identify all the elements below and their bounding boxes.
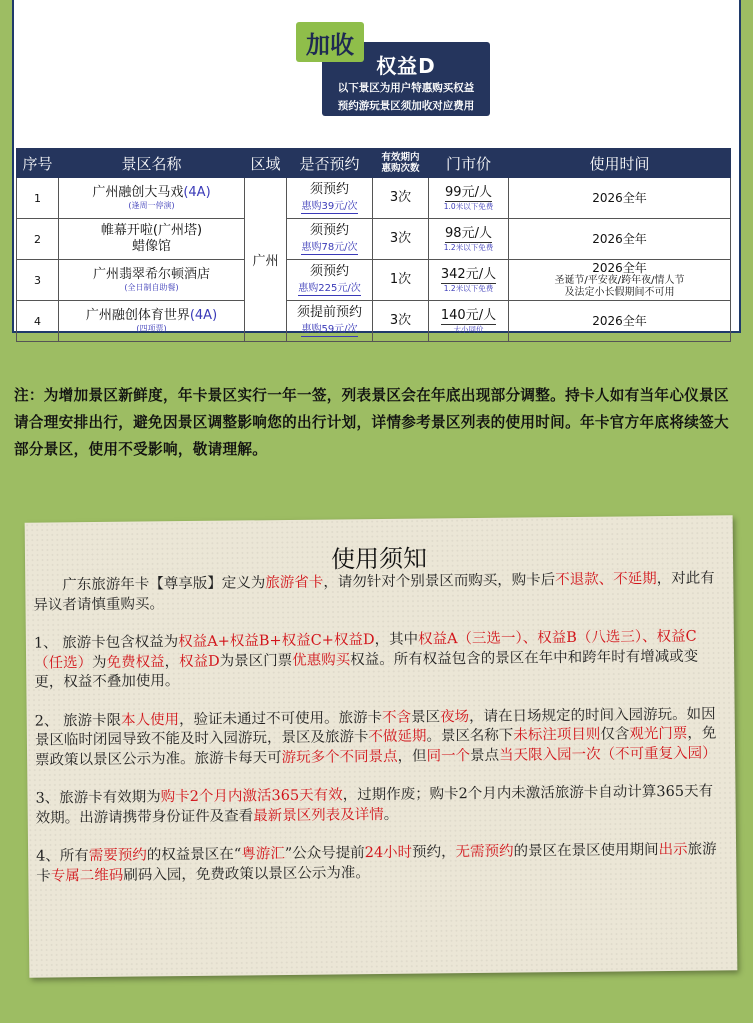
paper-body	[33, 569, 726, 905]
notes-intro	[33, 569, 723, 615]
highlight-text: 不退款、不延期	[555, 571, 657, 589]
cell-booking	[287, 301, 373, 342]
usage-exclusion-1: 圣诞节/平安夜/跨年夜/情人节	[554, 274, 685, 286]
highlight-text: 夜场	[439, 708, 470, 725]
usage-exclusion-2: 及法定小长假期间不可用	[564, 286, 675, 298]
body-text: 2、 旅游卡限	[34, 712, 122, 730]
highlight-text: 无需预约	[455, 843, 514, 861]
body-text: 景区	[410, 708, 441, 726]
cell-usage: 2026全年	[509, 178, 731, 219]
body-text: 旅游卡	[36, 841, 717, 885]
table-row	[17, 260, 731, 301]
highlight-text: 权益D	[179, 653, 220, 670]
highlight-text: 观光门票	[629, 725, 688, 743]
notes-item-1	[34, 627, 725, 693]
booking-required: 须预约	[309, 223, 349, 238]
header-name: 景区名称	[59, 149, 245, 178]
cell-usage: 2026全年	[509, 219, 731, 260]
cell-no: 4	[17, 301, 59, 342]
highlight-text: 最新景区列表及详情	[253, 806, 384, 824]
body-text: 广东旅游年卡【尊享版】定义为	[62, 575, 266, 594]
body-text: ，请在日场规定的时间入园游玩。如因景区临时闭园导致不能及时入园游玩，景区及旅游卡	[34, 705, 716, 749]
table-header-row	[17, 149, 731, 178]
body-text: 4、所有	[36, 848, 89, 865]
badge-line-1: 以下景区为用户特惠购买权益	[337, 82, 475, 94]
body-text: 。景区名称下	[426, 727, 514, 745]
highlight-text: 24小时	[364, 844, 413, 862]
booking-discount: 惠购225元/次	[298, 283, 361, 294]
booking-discount: 惠购59元/次	[301, 324, 358, 335]
price-value: 140元/人	[440, 307, 497, 323]
highlight-text: 权益A（三选一）、权益B（八选三）、权益C（任选）	[34, 628, 697, 672]
body-text: ，请勿针对个别景区而购买，购卡后	[323, 572, 556, 591]
highlight-text: 不做延期	[368, 728, 427, 746]
cell-usage	[509, 260, 731, 301]
notes-item-2	[35, 705, 726, 771]
usage-year: 2026全年	[592, 260, 647, 275]
cell-times: 1次	[373, 260, 429, 301]
adjustment-notice: 注：为增加景区新鲜度，年卡景区实行一年一签，列表景区会在年底出现部分调整。持卡人如有当年心仪景区请合理安排出行，避免因景区调整影响您的出行计划，详情参考景区列表的使用时间。年卡官方年底将续签大部分景区，使用不受影响，敬请理解。	[14, 387, 729, 458]
body-text: 为景区门票	[219, 652, 293, 670]
header-no: 序号	[17, 149, 59, 178]
body-text: 1、 旅游卡包含权益为	[33, 634, 179, 652]
highlight-text: 需要预约	[88, 847, 147, 865]
body-text: ，免票政策以景区公示为准。旅游卡每天可	[35, 725, 717, 769]
benefit-d-badge	[296, 22, 492, 118]
highlight-text: 旅游省卡	[265, 574, 324, 592]
header-times: 有效期内 惠购次数	[373, 149, 429, 178]
cell-times: 3次	[373, 301, 429, 342]
price-note: 1.0米以下免费	[443, 201, 494, 211]
notes-item-3	[35, 782, 725, 828]
header-booking: 是否预约	[287, 149, 373, 178]
price-value: 99元/人	[445, 184, 492, 200]
booking-discount: 惠购39元/次	[301, 201, 358, 212]
header-usage: 使用时间	[509, 149, 731, 178]
body-text: ，但	[397, 748, 427, 765]
scenic-name: 广州融创体育世界	[85, 308, 190, 323]
scenic-grade: (4A)	[189, 308, 218, 323]
cell-usage: 2026全年	[509, 301, 731, 342]
body-text: 3、旅游卡有效期为	[35, 789, 161, 807]
scenic-note: (四项票)	[136, 324, 167, 333]
price-value: 342元/人	[440, 266, 497, 282]
body-text: 刷码入园，免费政策以景区公示为准。	[123, 864, 370, 884]
booking-discount: 惠购78元/次	[301, 242, 358, 253]
cell-times: 3次	[373, 178, 429, 219]
highlight-text: 同一个	[426, 747, 471, 765]
cell-booking	[287, 260, 373, 301]
booking-required: 须预约	[309, 264, 349, 279]
highlight-text: 免费权益	[106, 653, 165, 671]
cell-region: 广州	[245, 178, 287, 342]
scenic-name: 帷幕开啦(广州塔)	[100, 223, 203, 238]
badge-line-2: 预约游玩景区须加收对应费用	[337, 100, 475, 112]
header-region: 区域	[245, 149, 287, 178]
highlight-text: 权益A+权益B+权益C+权益D	[178, 632, 375, 651]
body-text: ，	[164, 653, 180, 670]
booking-required: 须提前预约	[296, 305, 362, 320]
scenic-name: 广州融创大马戏	[92, 185, 184, 200]
body-text: 预约，	[412, 844, 456, 861]
usage-notes-paper	[25, 515, 738, 977]
highlight-text: 不含	[381, 709, 412, 726]
cell-price	[429, 301, 509, 342]
header-price: 门市价	[429, 149, 509, 178]
body-text: ”公众号提前	[284, 845, 365, 863]
highlight-text: 粤游汇	[241, 846, 285, 863]
cell-price	[429, 219, 509, 260]
price-note: 1.2米以下免费	[443, 283, 494, 293]
cell-booking	[287, 178, 373, 219]
body-text: 景点	[470, 747, 500, 764]
price-value: 98元/人	[445, 225, 492, 241]
table-row	[17, 178, 731, 219]
cell-price	[429, 178, 509, 219]
booking-required: 须预约	[309, 182, 349, 197]
price-note: 大小同价	[453, 324, 484, 334]
cell-price	[429, 260, 509, 301]
highlight-text: 游玩多个不同景点	[281, 748, 398, 766]
highlight-text: 当天限入园一次（不可重复入园）	[499, 744, 717, 764]
cell-no: 3	[17, 260, 59, 301]
highlight-text: 优惠购买	[292, 651, 351, 669]
cell-no: 1	[17, 178, 59, 219]
cell-name	[59, 301, 245, 342]
paper-title: 使用须知	[330, 544, 428, 574]
body-text: 权益。所有权益包含的景区在年中和跨年时有增减或变更，权益不叠加使用。	[34, 648, 699, 691]
cell-name	[59, 178, 245, 219]
price-note: 1.2米以下免费	[443, 242, 494, 252]
body-text: ，验证未通过不可使用。旅游卡	[178, 709, 383, 728]
badge-add-label: 加收	[296, 22, 364, 62]
badge-title: 权益D	[376, 54, 436, 78]
scenic-name-line-2: 蜡像馆	[131, 239, 171, 254]
cell-no: 2	[17, 219, 59, 260]
benefit-d-card	[12, 0, 741, 333]
body-text: ，其中	[374, 631, 419, 649]
highlight-text: 出示	[658, 841, 688, 859]
cell-times: 3次	[373, 219, 429, 260]
scenic-note: (全日制自助餐)	[124, 283, 179, 292]
highlight-text: 购卡2个月内激活365天有效	[160, 787, 343, 806]
body-text: 仅含	[600, 726, 630, 743]
notes-item-4	[36, 840, 726, 886]
cell-name	[59, 219, 245, 260]
scenic-note: (逢周一停演)	[128, 201, 175, 210]
body-text: 的权益景区在“	[146, 846, 242, 864]
table-row	[17, 301, 731, 342]
body-text: 的景区在景区使用期间	[513, 842, 659, 860]
cell-booking	[287, 219, 373, 260]
cell-name	[59, 260, 245, 301]
body-text: 为	[92, 654, 107, 671]
body-text: 。	[383, 806, 399, 823]
scenic-grade: (4A)	[183, 185, 211, 200]
highlight-text: 未标注项目则	[513, 726, 601, 744]
table-row	[17, 219, 731, 260]
body-text: ，对此有异议者请慎重购买。	[33, 570, 715, 614]
scenic-table	[16, 148, 731, 342]
scenic-name: 广州翡翠希尔顿酒店	[92, 267, 210, 282]
highlight-text: 本人使用	[120, 711, 180, 729]
body-text: ，过期作废；购卡2个月内未激活旅游卡自动计算365天有效期。出游请携带身份证件及查看	[35, 783, 714, 827]
highlight-text: 专属二维码	[50, 867, 124, 884]
